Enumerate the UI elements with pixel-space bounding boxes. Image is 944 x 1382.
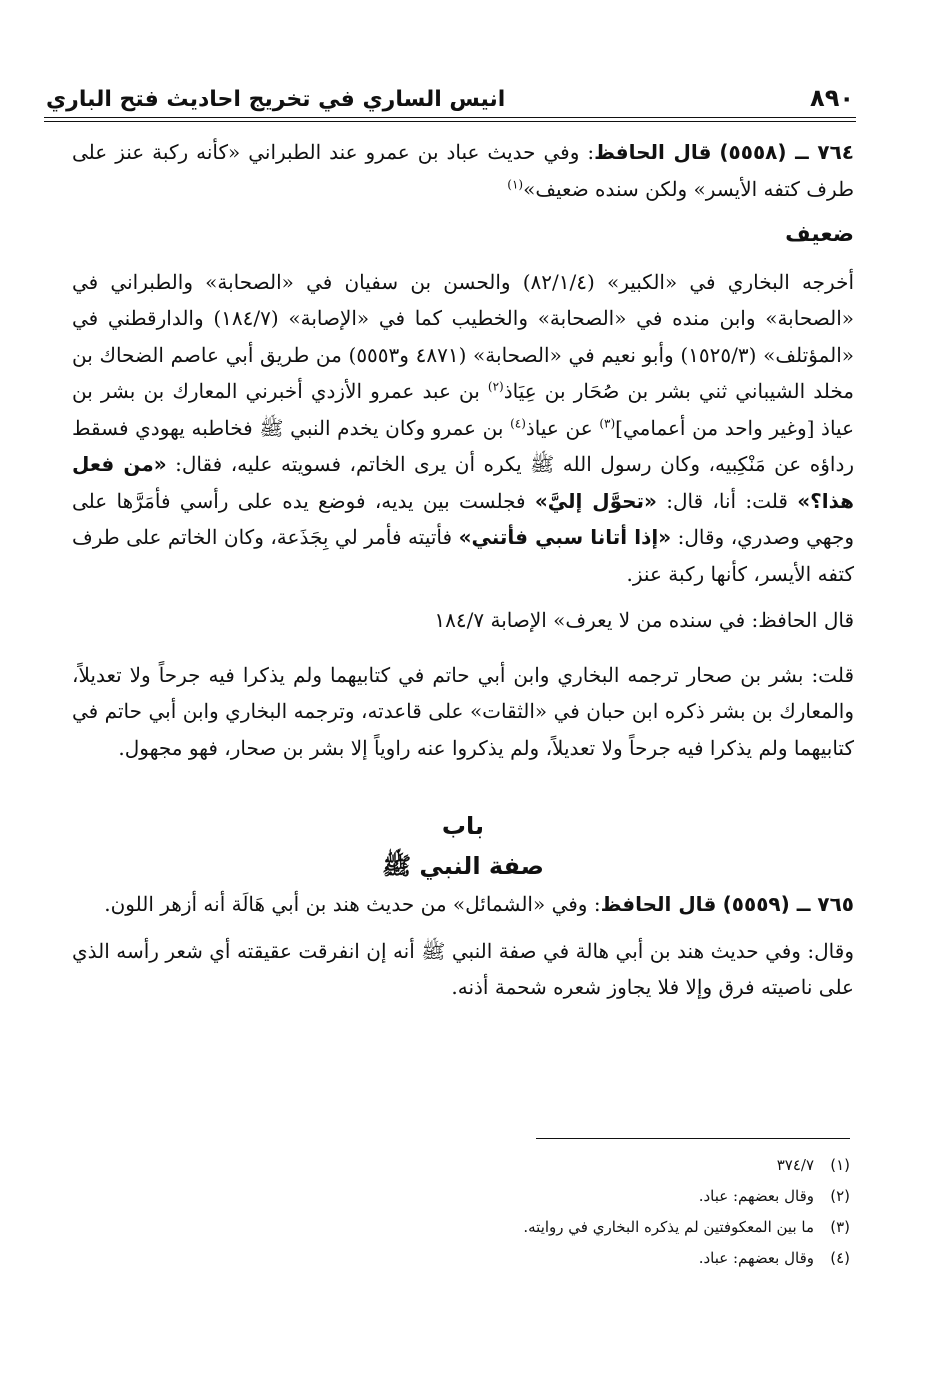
footnote-divider bbox=[536, 1138, 850, 1139]
header-rule bbox=[44, 117, 856, 118]
entry-number: ٧٦٤ ــ (٥٥٥٨) bbox=[719, 140, 854, 164]
hafiz-note: قال الحافظ: في سنده من لا يعرف» الإصابة ١٨٤/٧ bbox=[434, 608, 854, 632]
quote-2: «تحوَّل إليَّ» bbox=[534, 488, 657, 513]
takhrij-text-b: بن عبد عمرو الأزدي أخبرني المعارك بن بشر بن عياذ [وغير واحد من أعمامي] bbox=[72, 379, 855, 440]
entry-765-heading bbox=[72, 886, 854, 923]
running-header bbox=[46, 68, 854, 112]
footnote bbox=[400, 1212, 850, 1243]
footnote-ref-4[interactable]: (٤) bbox=[510, 415, 526, 430]
footnote-number: (٤) bbox=[830, 1249, 850, 1267]
book-title: انيس الساري في تخريج احاديث فتح الباري bbox=[46, 87, 506, 112]
footnote bbox=[400, 1243, 850, 1274]
entry-765-paragraph: وقال: وفي حديث هند بن أبي هالة في صفة النبي ﷺ أنه إن انفرقت عقيقته أي شعر رأسه الذي على ناصيته فرق وإلا فلا يجاوز شعره شحمة أذنه. bbox=[72, 938, 854, 999]
entry-text: : وفي حديث عباد بن عمرو عند الطبراني «كأنه ركبة عنز على طرف كتفه الأيسر» ولكن سنده ضعيف» bbox=[72, 140, 854, 201]
footnote-text: ٣٧٤/٧ bbox=[776, 1156, 814, 1174]
verdict: ضعيف bbox=[785, 222, 854, 247]
footnote-text: وقال بعضهم: عباد. bbox=[698, 1249, 814, 1267]
quote-3: «إذا أتانا سبي فأتني» bbox=[458, 525, 672, 549]
main-text bbox=[72, 134, 854, 1006]
entry-764-heading bbox=[72, 134, 854, 207]
takhrij-text-c: عن عياذ bbox=[525, 415, 600, 440]
qultu-paragraph: قلت: بشر بن صحار ترجمه البخاري وابن أبي حاتم في كتابيهما ولم يذكرا فيه جرحاً ولا تعديلاً، والمعارك بن بشر ذكره ابن حبان في «الثقات» على قاعدته، وترجمه البخاري وابن أبي حاتم في كتابيهما ولم يذكرا فيه جرحاً ولا تعديلاً، ولم يذكروا عنه راوياً إلا بشر بن صحار، فهو مجهول. bbox=[72, 662, 854, 760]
takhrij-text-d: بن عمرو وكان يخدم النبي ﷺ فخاطبه يهودي فسقط رداؤه عن مَنْكِبيه، وكان رسول الله ﷺ يكره أن يرى الخاتم، فسويته عليه، فقال: bbox=[72, 415, 855, 476]
takhrij-text-f: فجلست بين يديه، فوضع يده على رأسي فأمَرَّها على وجهي وصدري، وقال: bbox=[72, 488, 854, 549]
footnote bbox=[400, 1181, 850, 1212]
footnote-ref-1[interactable]: (١) bbox=[507, 176, 524, 191]
footnote-text: ما بين المعكوفتين لم يذكره البخاري في روايته. bbox=[523, 1218, 814, 1236]
header-rule-thin bbox=[44, 121, 856, 122]
speaker-label: قال الحافظ bbox=[594, 140, 712, 164]
takhrij-text-g: فأتيته فأمر لي بِجَذَعة، وكان الخاتم على طرف كتفه الأيسر، كأنها ركبة عنز. bbox=[72, 525, 854, 586]
takhrij-paragraph bbox=[72, 264, 854, 593]
footnote-number: (١) bbox=[830, 1156, 850, 1174]
quote-1: «من فعل هذا؟» bbox=[72, 452, 854, 513]
footnote-ref-3[interactable]: (٣) bbox=[599, 415, 616, 430]
takhrij-text-a: أخرجه البخاري في «الكبير» (٨٢/١/٤) والحسن بن سفيان في «الصحابة» والطبراني في «الصحابة» وابن منده في «الصحابة» والخطيب كما في «الإصابة» (١٨٤/٧) والدارقطني في «المؤتلف» (١٥٢٥/٣) وأبو نعيم في «الصحابة» (٤٨٧١ و٥٥٥٣) من طريق أبي عاصم الضحاك بن مخلد الشيباني ثني بشر بن صُحَار بن عِيَاذ bbox=[72, 269, 854, 403]
footnotes bbox=[400, 1150, 850, 1274]
footnote-text: وقال بعضهم: عباد. bbox=[698, 1187, 814, 1205]
speaker-label: قال الحافظ bbox=[600, 892, 717, 916]
chapter-title: صفة النبي ﷺ bbox=[382, 852, 544, 880]
page-number: ٨٩٠ bbox=[810, 84, 854, 112]
footnote-number: (٣) bbox=[830, 1218, 850, 1236]
entry-number: ٧٦٥ ــ (٥٥٥٩) bbox=[722, 892, 854, 916]
entry-text: : وفي «الشمائل» من حديث هند بن أبي هَالَة أنه أزهر اللون. bbox=[104, 892, 601, 916]
footnote bbox=[400, 1150, 850, 1181]
footnote-ref-2[interactable]: (٢) bbox=[487, 379, 504, 394]
chapter-label: باب bbox=[441, 812, 485, 840]
takhrij-text-e: قلت: أنا، قال: bbox=[656, 488, 798, 513]
footnote-number: (٢) bbox=[830, 1187, 850, 1205]
